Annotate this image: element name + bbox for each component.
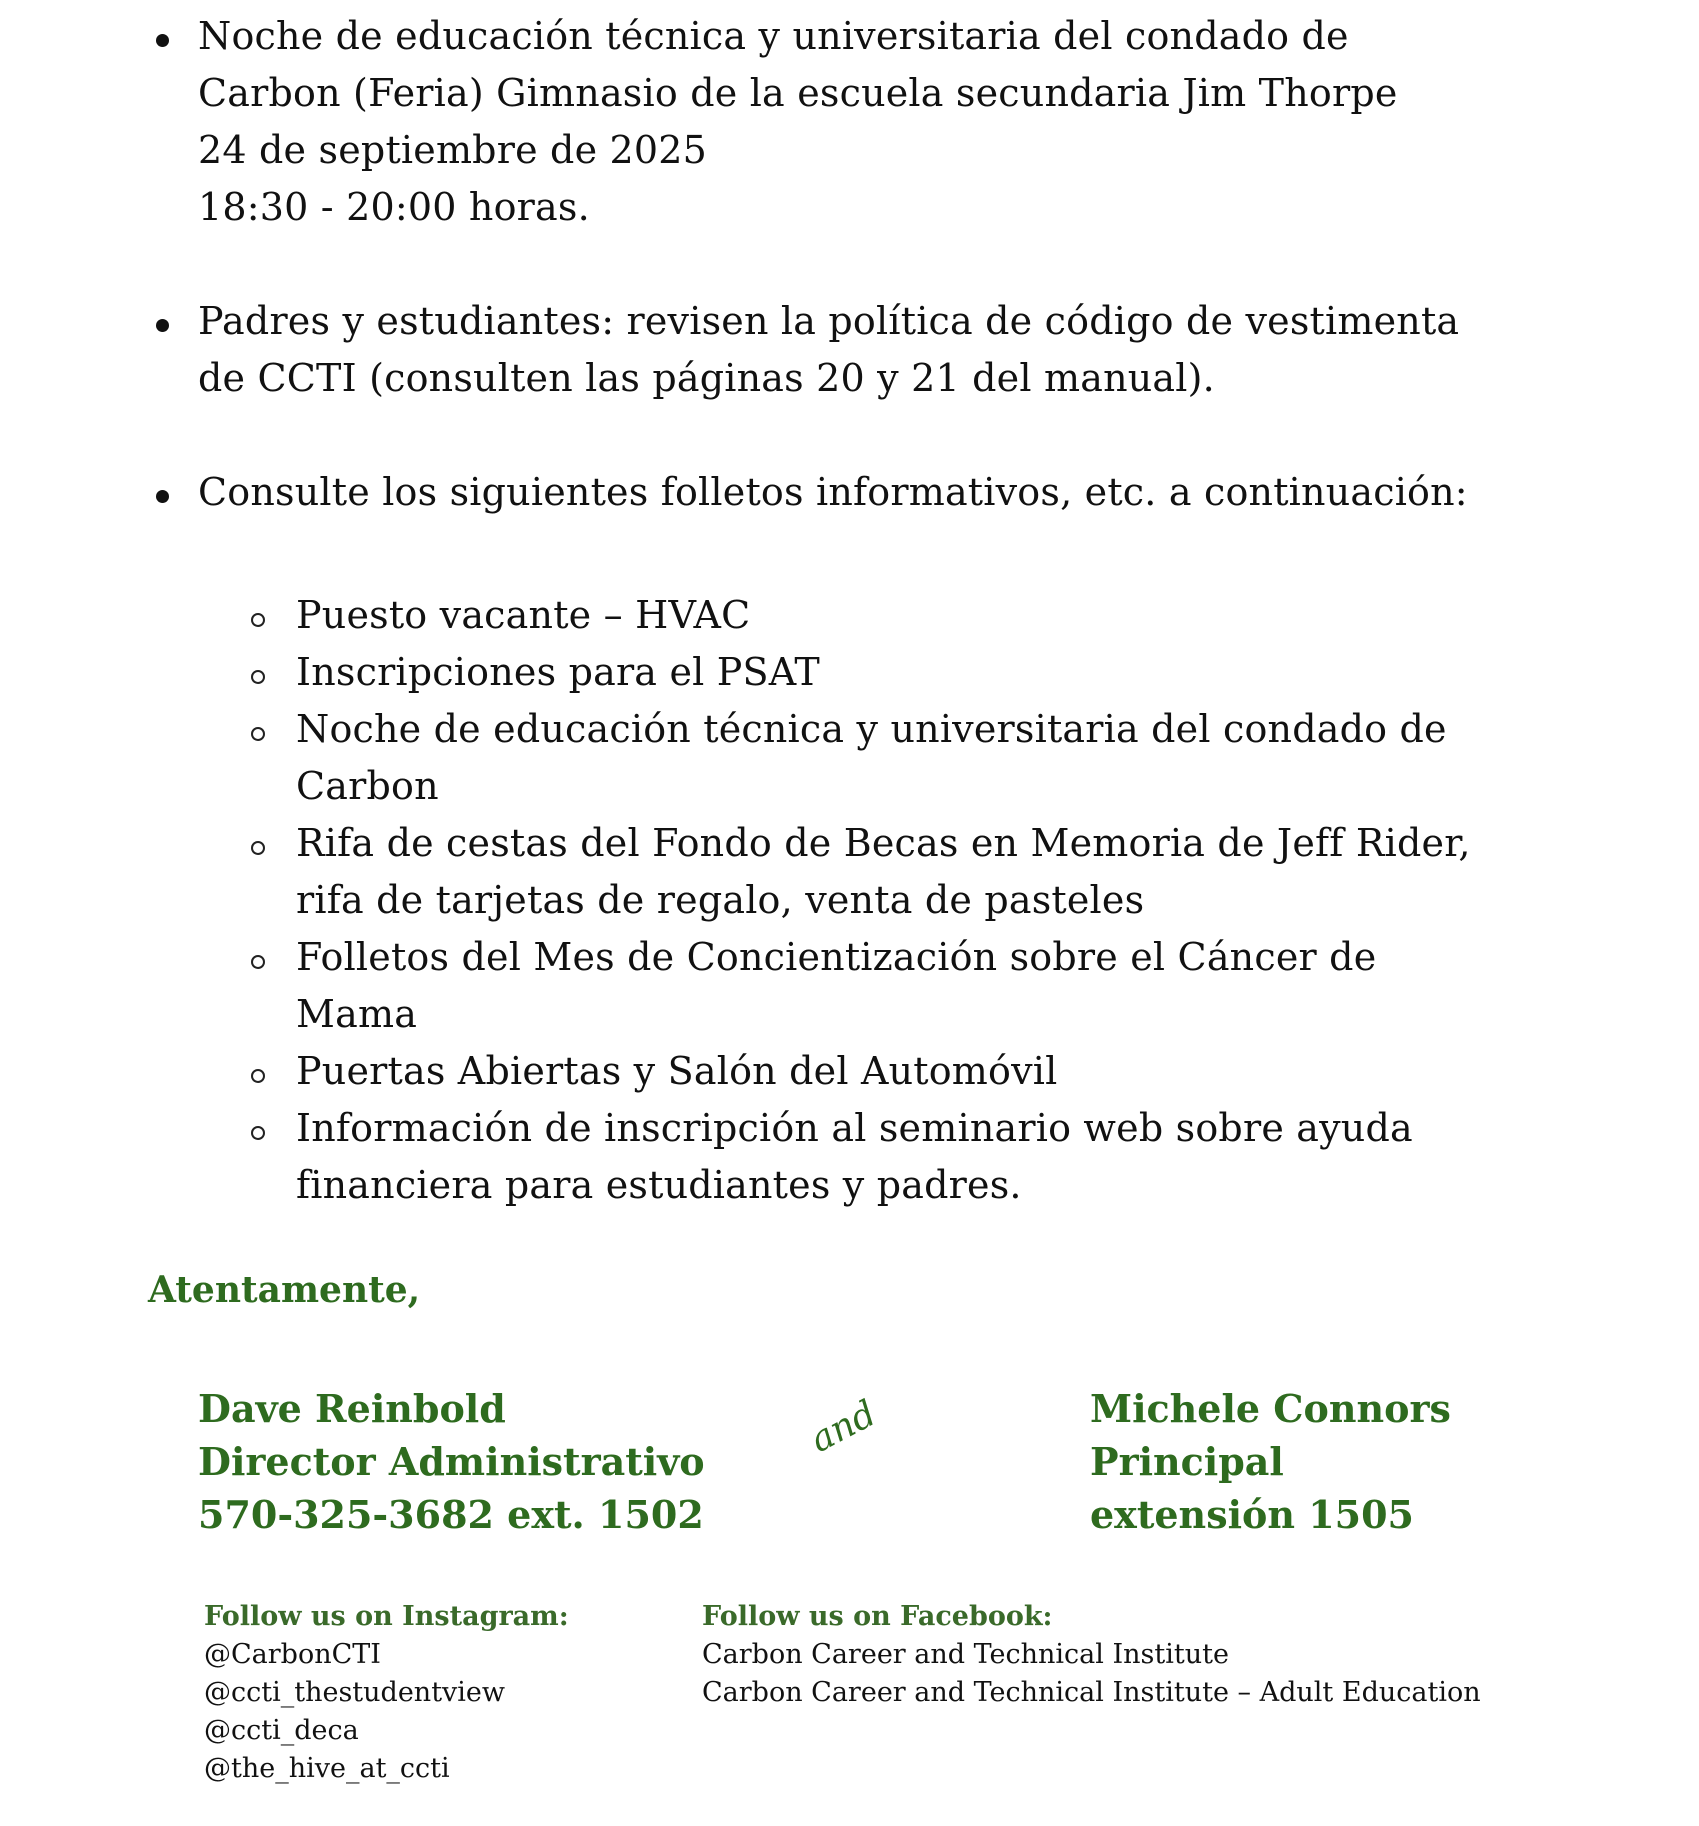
instagram-handle[interactable]: @CarbonCTI (204, 1639, 381, 1670)
sub-item-line: Inscripciones para el PSAT (296, 650, 820, 694)
bullet-line: de CCTI (consulten las páginas 20 y 21 del manual). (198, 356, 1215, 400)
bullet-dress-code (150, 293, 1630, 407)
signature-title: Principal (1090, 1439, 1284, 1484)
instagram-handle[interactable]: @ccti_deca (204, 1715, 359, 1746)
signature-phone: 570-325-3682 ext. 1502 (198, 1492, 704, 1537)
sub-item-raffle (248, 815, 1628, 929)
sub-item-line: Puesto vacante – HVAC (296, 593, 751, 637)
facebook-heading: Follow us on Facebook: (702, 1601, 1053, 1632)
signature-title: Director Administrativo (198, 1439, 705, 1484)
flyer-sub-list (248, 587, 1628, 1214)
signature-right (1090, 1382, 1451, 1541)
instagram-handle[interactable]: @the_hive_at_ccti (204, 1753, 450, 1784)
sub-item-line: Folletos del Mes de Concientización sobre el Cáncer de (296, 935, 1377, 979)
signature-extension: extensión 1505 (1090, 1492, 1414, 1537)
facebook-block (702, 1598, 1481, 1712)
instagram-handle[interactable]: @ccti_thestudentview (204, 1677, 506, 1708)
sub-item-career-night (248, 701, 1628, 815)
hollow-circle-bullet-icon (251, 955, 265, 969)
facebook-page[interactable]: Carbon Career and Technical Institute – Adult Education (702, 1677, 1481, 1708)
main-bullet-list (150, 8, 1630, 521)
bullet-line: Carbon (Feria) Gimnasio de la escuela secundaria Jim Thorpe (198, 71, 1398, 115)
instagram-block (204, 1598, 569, 1788)
signature-connector: and (803, 1393, 883, 1461)
sub-item-breast-cancer (248, 929, 1628, 1043)
sub-item-line: Rifa de cestas del Fondo de Becas en Memoria de Jeff Rider, (296, 821, 1471, 865)
instagram-heading: Follow us on Instagram: (204, 1601, 569, 1632)
sub-item-financial-aid (248, 1100, 1628, 1214)
bullet-dot-icon (156, 319, 169, 332)
signature-left (198, 1382, 705, 1541)
sub-item-line: Mama (296, 992, 418, 1036)
sub-item-line: Carbon (296, 764, 439, 808)
sub-item-line: Información de inscripción al seminario web sobre ayuda (296, 1106, 1413, 1150)
hollow-circle-bullet-icon (251, 613, 265, 627)
sub-item-hvac (248, 587, 1628, 644)
bullet-dot-icon (156, 34, 169, 47)
signature-name: Michele Connors (1090, 1386, 1451, 1431)
sub-item-line: financiera para estudiantes y padres. (296, 1163, 1022, 1207)
sub-item-line: rifa de tarjetas de regalo, venta de pasteles (296, 878, 1145, 922)
sub-item-line: Puertas Abiertas y Salón del Automóvil (296, 1049, 1058, 1093)
signature-name: Dave Reinbold (198, 1386, 506, 1431)
hollow-circle-bullet-icon (251, 841, 265, 855)
bullet-line: Noche de educación técnica y universitaria del condado de (198, 14, 1349, 58)
bullet-line: Consulte los siguientes folletos informativos, etc. a continuación: (198, 470, 1468, 514)
hollow-circle-bullet-icon (251, 1126, 265, 1140)
bullet-dot-icon (156, 490, 169, 503)
bullet-line: 24 de septiembre de 2025 (198, 128, 708, 172)
bullet-flyers (150, 464, 1630, 521)
sub-item-line: Noche de educación técnica y universitaria del condado de (296, 707, 1447, 751)
bullet-line: Padres y estudiantes: revisen la política de código de vestimenta (198, 299, 1460, 343)
hollow-circle-bullet-icon (251, 670, 265, 684)
closing-salutation: Atentamente, (148, 1269, 421, 1311)
facebook-page[interactable]: Carbon Career and Technical Institute (702, 1639, 1229, 1670)
bullet-career-night (150, 8, 1630, 236)
hollow-circle-bullet-icon (251, 727, 265, 741)
sub-item-open-house (248, 1043, 1628, 1100)
hollow-circle-bullet-icon (251, 1069, 265, 1083)
bullet-line: 18:30 - 20:00 horas. (198, 185, 590, 229)
sub-item-psat (248, 644, 1628, 701)
